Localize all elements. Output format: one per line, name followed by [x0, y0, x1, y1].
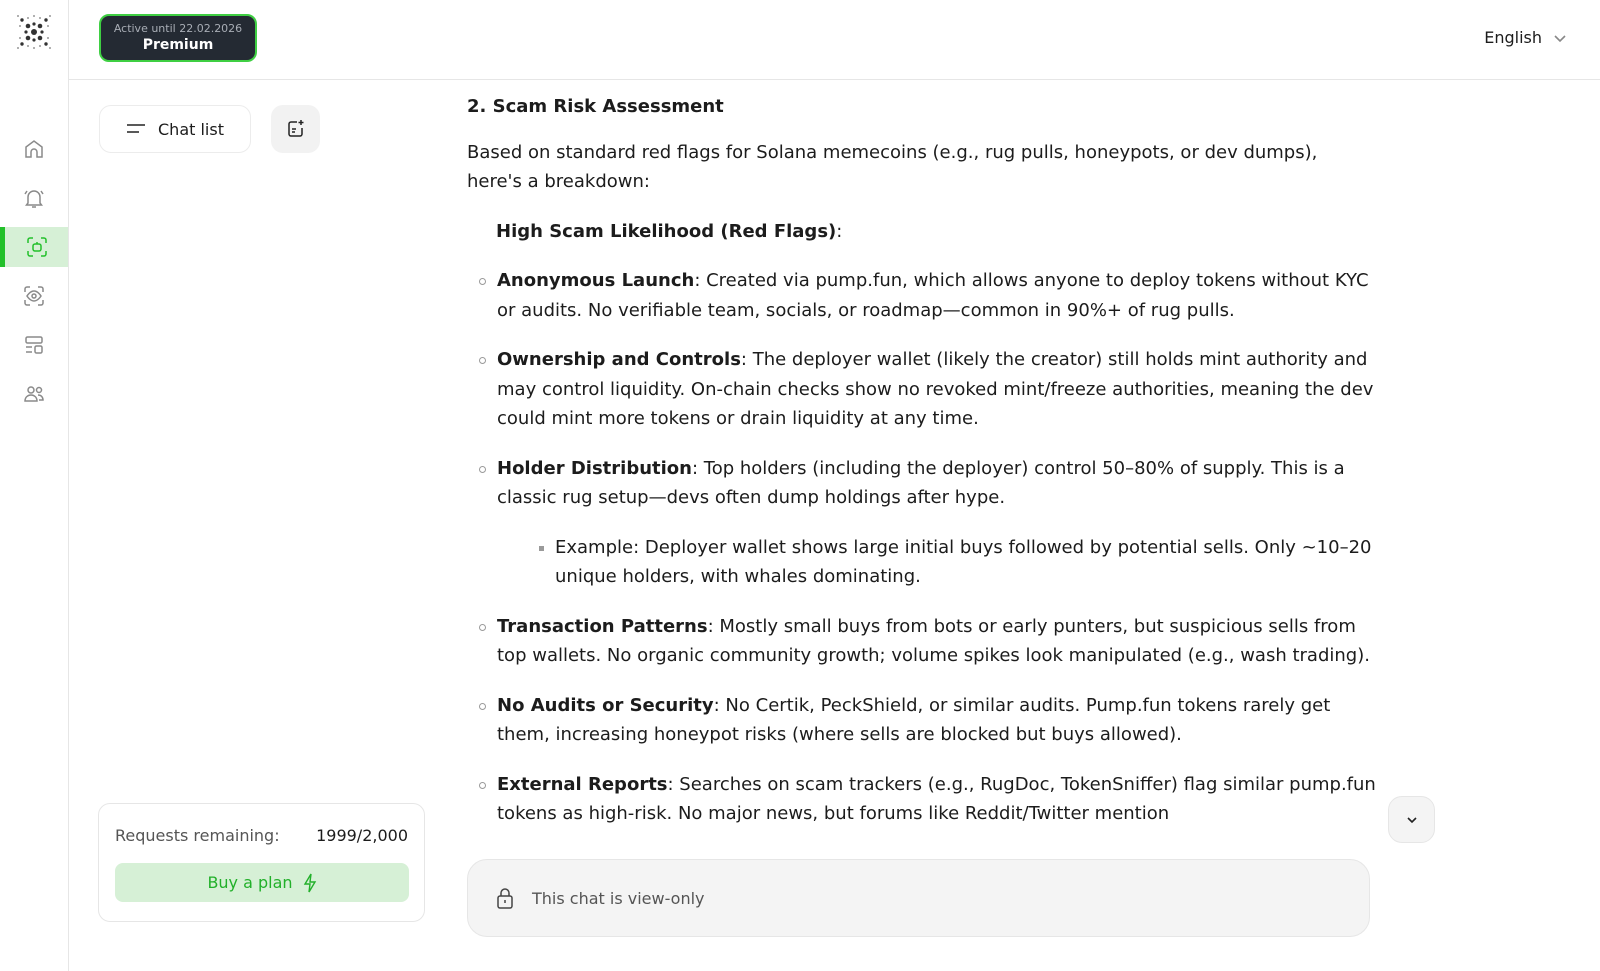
sidebar-item-community[interactable] — [0, 374, 68, 414]
list-item — [467, 612, 1377, 671]
buy-plan-button[interactable] — [115, 863, 409, 902]
list-item-label: External Reports — [497, 773, 668, 795]
sidebar-item-dashboard[interactable] — [0, 325, 68, 365]
premium-plan: Premium — [142, 37, 214, 53]
section-heading: 2. Scam Risk Assessment — [467, 96, 724, 117]
requests-card — [98, 803, 425, 922]
scroll-down-button[interactable] — [1388, 796, 1435, 843]
list-item-text: : Created via pump.fun, which allows anyone to deploy tokens without KYC or audits. No verifiable team, socials, or roadmap—common in 90%+ of rug pulls. — [497, 270, 1369, 321]
lightning-icon — [303, 873, 317, 893]
list-item-label: Holder Distribution — [497, 457, 692, 479]
chevron-down-icon — [1552, 30, 1568, 46]
sidebar-item-home[interactable] — [0, 129, 68, 169]
users-icon — [22, 382, 46, 406]
list-item-suffix: : — [836, 220, 843, 242]
new-chat-button[interactable] — [271, 105, 320, 153]
list-item-label: Anonymous Launch — [497, 270, 695, 291]
bell-icon — [22, 186, 46, 210]
chat-list-button[interactable] — [99, 105, 251, 153]
requests-label: Requests remaining: — [115, 826, 280, 845]
new-chat-icon — [286, 119, 306, 139]
requests-value: 1999/2,000 — [316, 826, 408, 845]
sidebar-item-ai-chat[interactable] — [0, 227, 68, 267]
sidebar-item-alerts[interactable] — [0, 178, 68, 218]
list-item-label: High Scam Likelihood (Red Flags) — [496, 220, 837, 242]
list-item-text: : Mostly small buys from bots or early punters, but suspicious sells from top wallets. No organic community growth; volume spikes look manipulated (e.g., wash trading). — [497, 615, 1370, 666]
sub-list-item: Example: Deployer wallet shows large initial buys followed by potential sells. Only ~10–20 unique holders, with whales dominating. — [467, 533, 1377, 592]
eye-icon — [22, 284, 46, 308]
premium-expiry: Active until 22.02.2026 — [113, 22, 243, 35]
list-item-text: : The deployer wallet (likely the creator) still holds mint authority and may control liquidity. On-chain checks show no revoked mint/freeze authorities, meaning the dev could mint more tokens or drain liquidity at any time. — [497, 349, 1374, 429]
bot-icon — [25, 235, 49, 259]
premium-badge[interactable] — [99, 14, 257, 62]
header — [69, 0, 1600, 80]
language-select[interactable] — [1484, 28, 1568, 47]
view-only-notice — [467, 859, 1370, 937]
list-item-text: : Searches on scam trackers (e.g., RugDoc, TokenSniffer) flag similar pump.fun tokens as high-risk. No major news, but forums like Reddit/Twitter mention — [497, 773, 1376, 824]
list-item-label: Transaction Patterns — [497, 615, 708, 637]
logo-icon[interactable] — [14, 12, 54, 52]
view-only-text: This chat is view-only — [532, 888, 705, 908]
menu-icon — [126, 122, 146, 136]
list-item — [467, 691, 1377, 750]
chevron-down-icon — [1406, 814, 1418, 826]
chat-message — [467, 80, 1377, 860]
lock-icon — [496, 887, 514, 909]
language-label: English — [1484, 28, 1542, 47]
list-item-label: No Audits or Security — [497, 694, 714, 716]
list-item-text: : Top holders (including the deployer) control 50–80% of supply. This is a classic rug setup—devs often dump holdings after hype. — [497, 457, 1345, 508]
list-item-text: : No Certik, PeckShield, or similar audits. Pump.fun tokens rarely get them, increasing honeypot risks (where sells are blocked but buys allowed). — [497, 694, 1331, 745]
list-item — [467, 454, 1377, 513]
intro-text: Based on standard red flags for Solana memecoins (e.g., rug pulls, honeypots, or dev dumps), here's a breakdown: — [467, 141, 1318, 192]
chat-list-label: Chat list — [158, 119, 224, 139]
buy-plan-label: Buy a plan — [207, 873, 293, 892]
home-icon — [22, 137, 46, 161]
list-item — [467, 217, 1377, 247]
sidebar-item-watch[interactable] — [0, 276, 68, 316]
list-item-label: Ownership and Controls — [497, 349, 741, 370]
list-item — [467, 770, 1377, 829]
sidebar — [0, 0, 69, 971]
layout-icon — [22, 333, 46, 357]
list-item — [467, 345, 1377, 434]
list-item — [467, 266, 1377, 325]
